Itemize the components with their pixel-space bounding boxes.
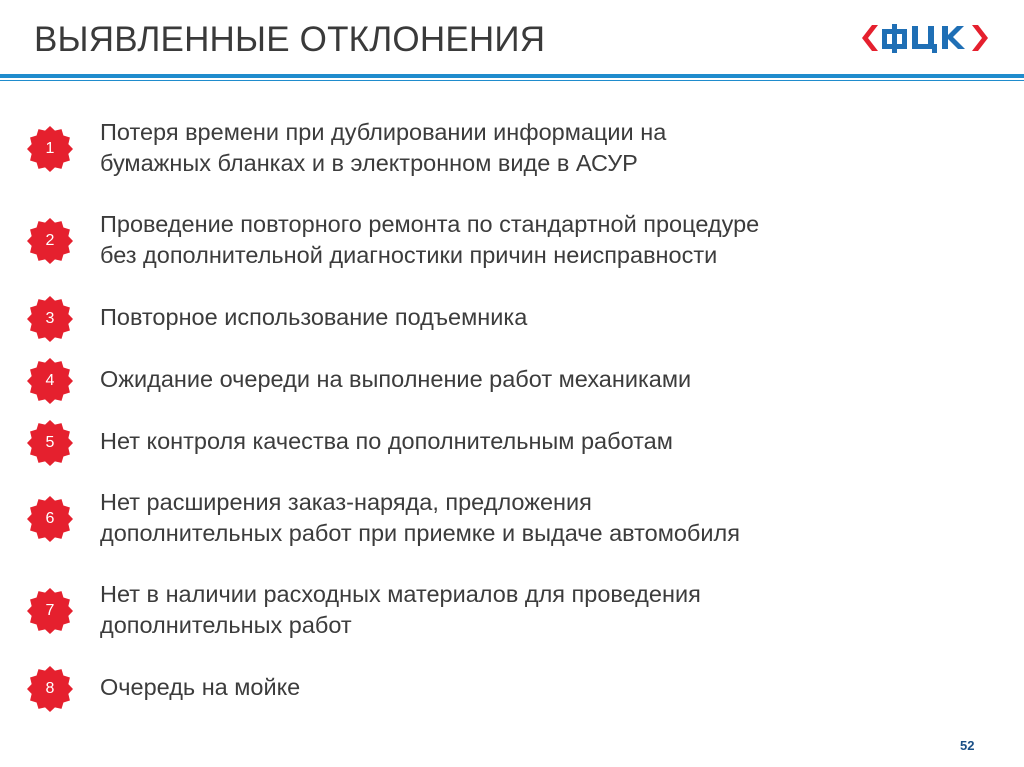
item-text <box>100 672 980 703</box>
item-text-line: Нет контроля качества по дополнительным работам <box>100 428 673 454</box>
badge-number: 3 <box>45 310 55 327</box>
item-text <box>100 487 980 549</box>
number-badge <box>27 420 73 466</box>
item-text-line: Потеря времени при дублировании информации на <box>100 119 667 145</box>
item-text <box>100 579 980 641</box>
badge-number: 2 <box>45 232 55 249</box>
number-badge <box>27 358 73 404</box>
item-text-line: Повторное использование подъемника <box>100 304 528 330</box>
item-text-line: Ожидание очереди на выполнение работ механиками <box>100 366 692 392</box>
badge-number: 5 <box>45 434 55 451</box>
number-badge <box>27 496 73 542</box>
item-text-line: бумажных бланках и в электронном виде в АСУР <box>100 150 638 176</box>
header-rule-thin <box>0 80 1024 81</box>
number-badge <box>27 666 73 712</box>
company-logo <box>858 20 992 56</box>
item-text-line: дополнительных работ <box>100 612 352 638</box>
item-text-line: Проведение повторного ремонта по стандартной процедуре <box>100 211 760 237</box>
number-badge <box>27 296 73 342</box>
number-badge <box>27 218 73 264</box>
badge-number: 7 <box>45 602 55 619</box>
page-number: 52 <box>960 738 975 753</box>
header-rule-thick <box>0 74 1024 78</box>
number-badge <box>27 588 73 634</box>
badge-number: 1 <box>45 140 55 157</box>
item-text <box>100 426 980 457</box>
item-text <box>100 302 980 333</box>
item-text <box>100 209 980 271</box>
number-badge <box>27 126 73 172</box>
item-text-line: Очередь на мойке <box>100 674 301 700</box>
page-title: ВЫЯВЛЕННЫЕ ОТКЛОНЕНИЯ <box>34 20 546 59</box>
item-text-line: Нет в наличии расходных материалов для проведения <box>100 581 701 607</box>
badge-number: 4 <box>45 372 55 389</box>
item-text-line: без дополнительной диагностики причин неисправности <box>100 242 718 268</box>
item-text <box>100 117 980 179</box>
badge-number: 6 <box>45 510 55 527</box>
badge-number: 8 <box>45 680 55 697</box>
item-text <box>100 364 980 395</box>
item-text-line: Нет расширения заказ-наряда, предложения <box>100 489 592 515</box>
item-text-line: дополнительных работ при приемке и выдаче автомобиля <box>100 520 740 546</box>
